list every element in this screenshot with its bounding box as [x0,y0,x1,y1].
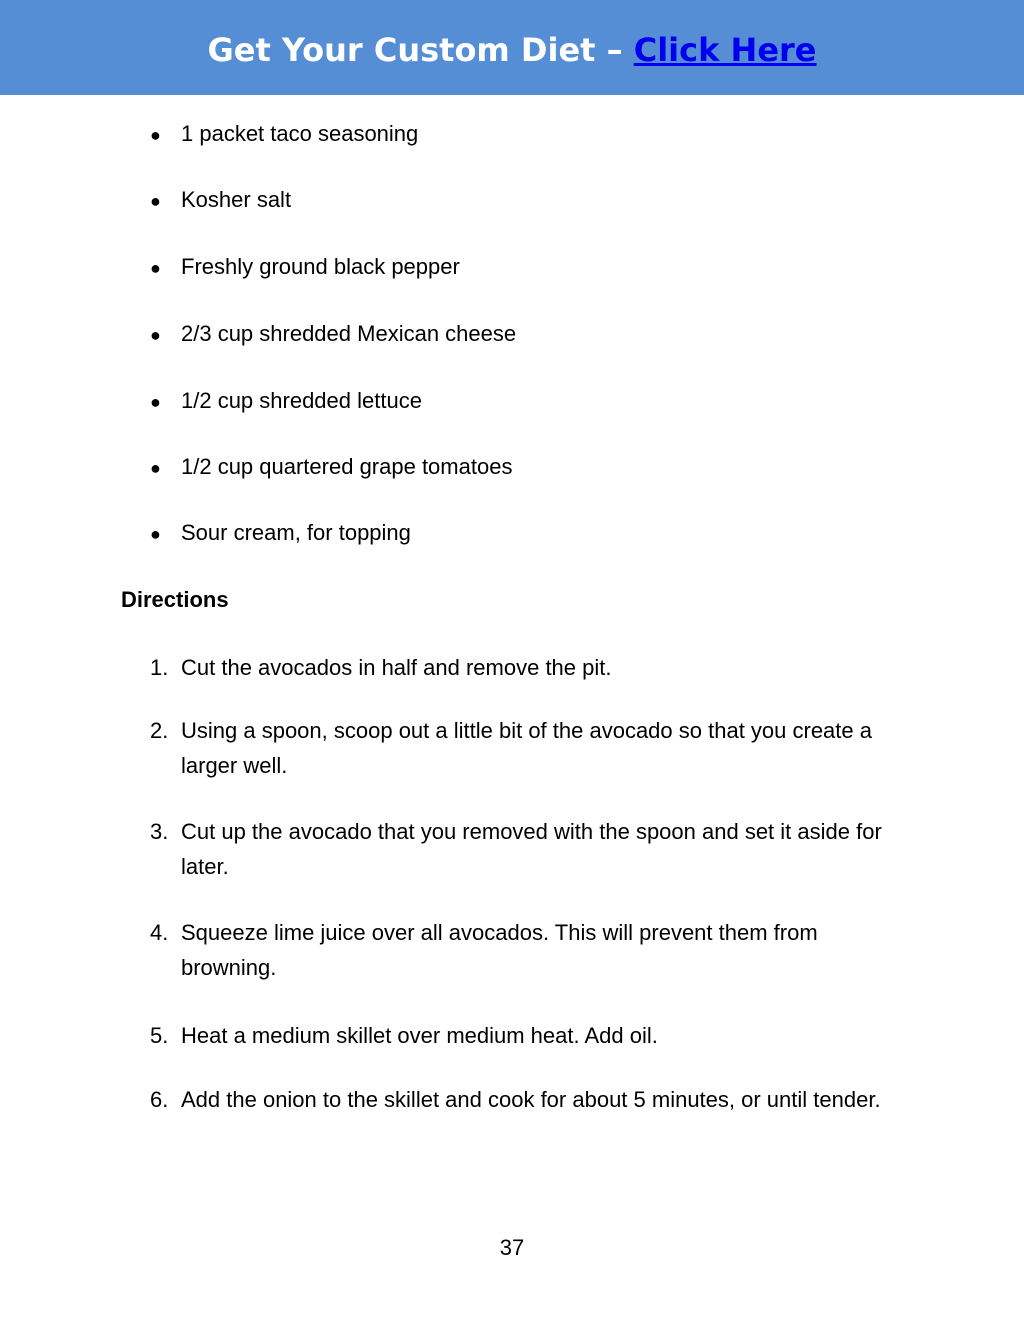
ingredient-item [150,253,460,282]
ingredient-text: Kosher salt [181,187,292,212]
ingredient-text: 2/3 cup shredded Mexican cheese [181,321,517,346]
banner-text [0,28,1024,72]
bullet-icon: ● [150,125,161,145]
bullet-icon: ● [150,392,161,412]
bullet-icon: ● [150,191,161,211]
step-text: Squeeze lime juice over all avocados. This will prevent them from browning. [181,920,818,980]
ingredient-item [150,320,516,349]
ingredient-item [150,120,418,149]
bullet-icon: ● [150,258,161,278]
direction-step [150,650,910,685]
step-text: Cut up the avocado that you removed with the spoon and set it aside for later. [181,819,882,879]
step-number: 3. [150,819,169,844]
banner-label: Get Your Custom Diet – [207,31,634,69]
step-number: 5. [150,1023,169,1048]
ingredient-item [150,519,411,548]
step-number: 4. [150,920,169,945]
ingredient-text: 1 packet taco seasoning [181,121,419,146]
direction-step [150,713,910,783]
direction-step [150,814,910,884]
step-text: Add the onion to the skillet and cook for about 5 minutes, or until tender. [181,1087,881,1112]
step-number: 6. [150,1087,169,1112]
direction-step [150,1018,910,1053]
step-text: Cut the avocados in half and remove the pit. [181,655,612,680]
ingredient-item [150,186,291,215]
bullet-icon: ● [150,524,161,544]
ingredient-text: 1/2 cup shredded lettuce [181,388,422,413]
bullet-icon: ● [150,325,161,345]
bullet-icon: ● [150,458,161,478]
ingredient-text: Sour cream, for topping [181,520,411,545]
directions-heading: Directions [121,587,229,612]
ingredient-item [150,453,512,482]
promo-banner [0,0,1024,95]
ingredient-text: Freshly ground black pepper [181,254,460,279]
ingredient-item [150,387,422,416]
step-text: Heat a medium skillet over medium heat. Add oil. [181,1023,658,1048]
step-number: 1. [150,655,169,680]
direction-step [150,1082,910,1117]
step-number: 2. [150,718,169,743]
ingredient-text: 1/2 cup quartered grape tomatoes [181,454,513,479]
page-number: 37 [499,1235,525,1260]
step-text: Using a spoon, scoop out a little bit of the avocado so that you create a larger well. [181,718,872,778]
click-here-link[interactable]: Click Here [633,31,817,69]
direction-step [150,915,910,985]
